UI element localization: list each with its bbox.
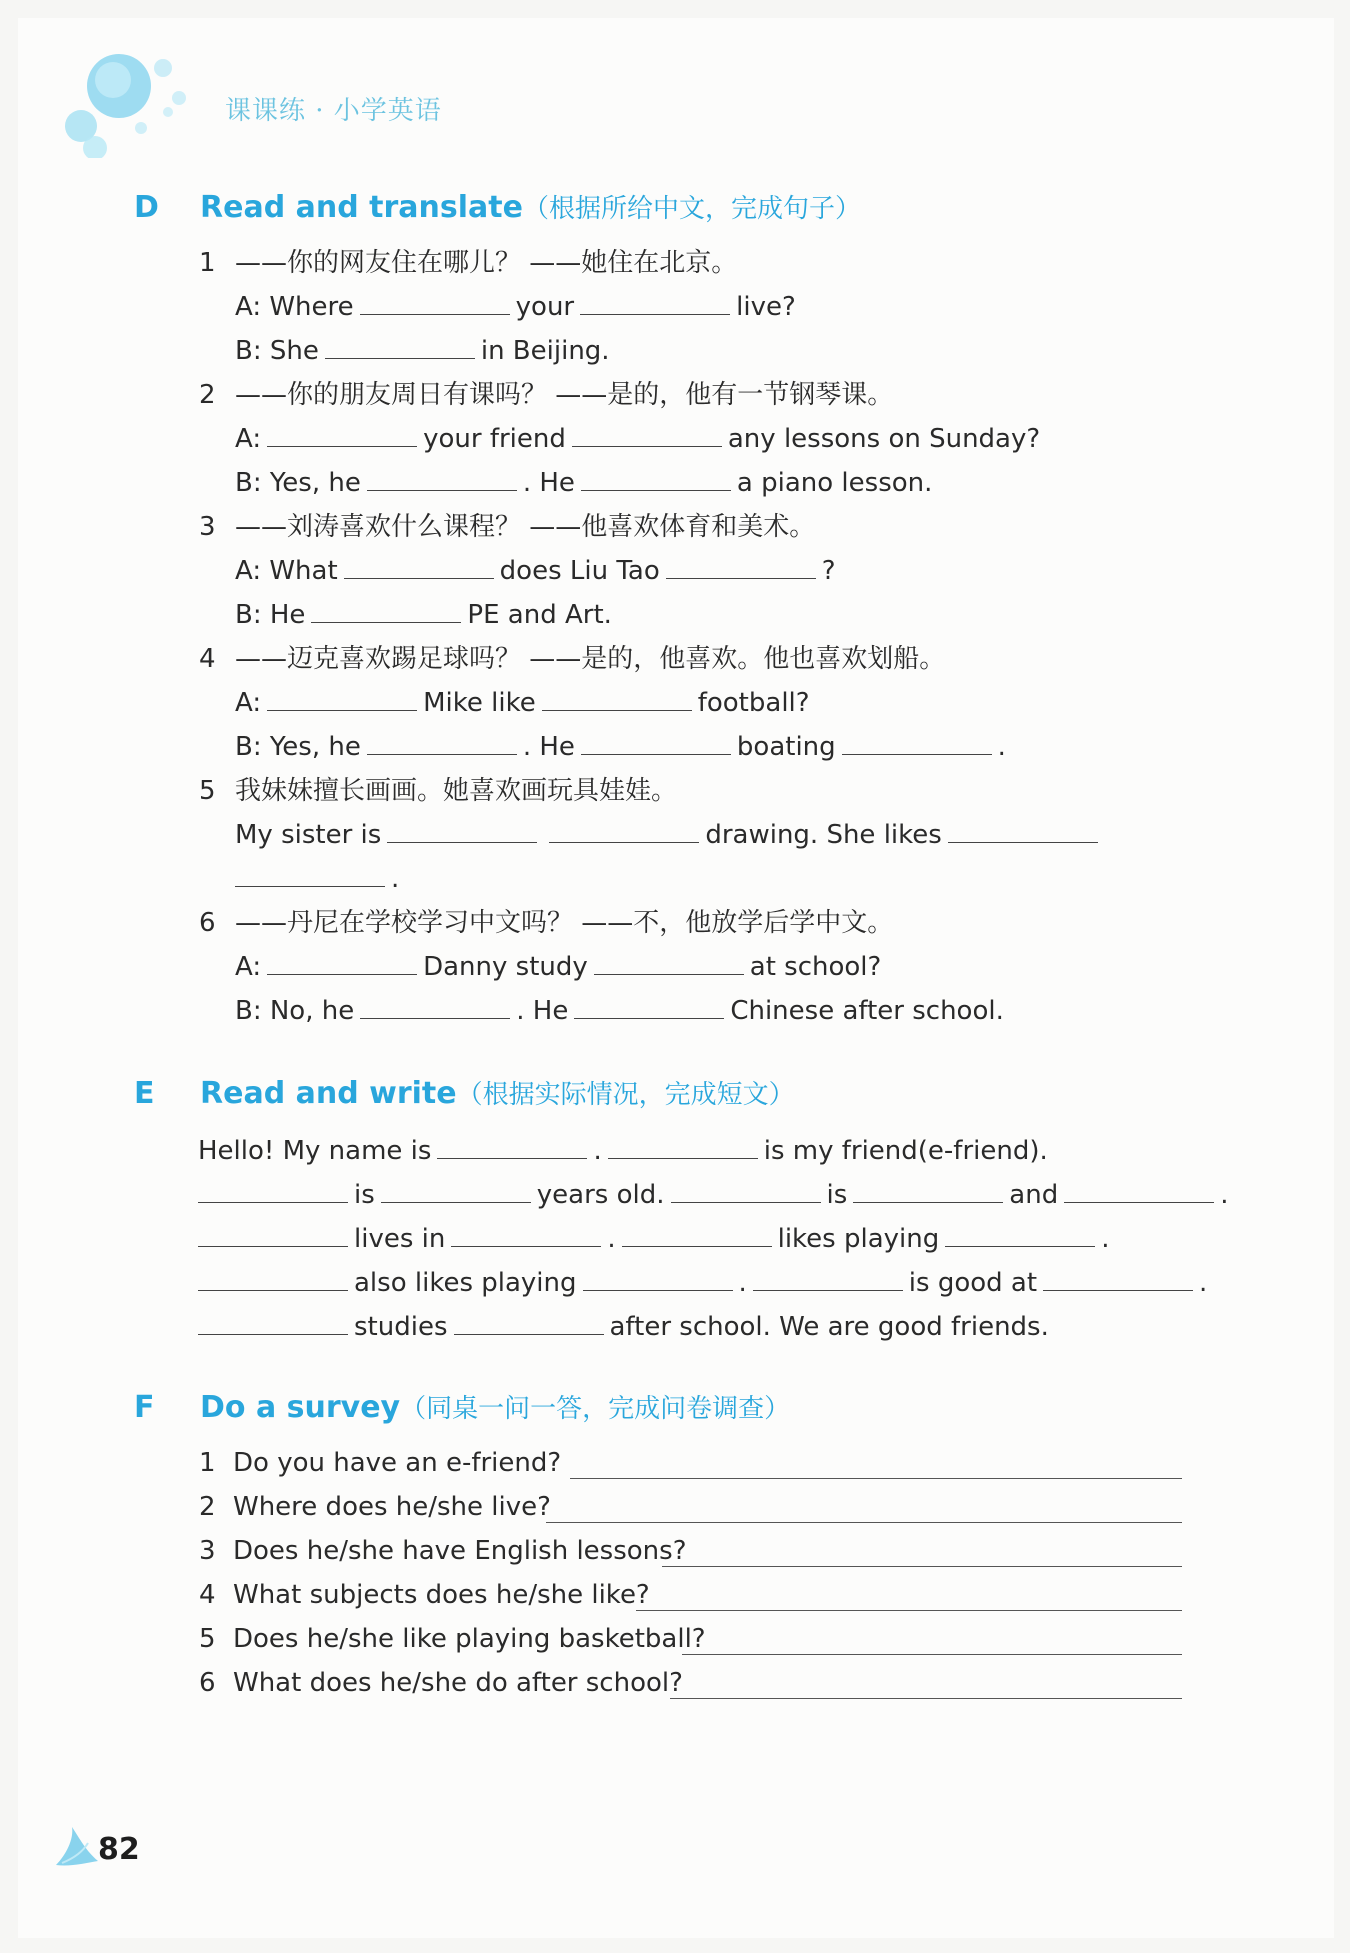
blank-field[interactable] [311,600,461,623]
item-line-b [235,598,612,632]
answer-line[interactable] [570,1477,1182,1479]
blank-field[interactable] [583,1268,733,1291]
text: Chinese after school. [730,996,1004,1026]
section-subtitle: （根据实际情况，完成短文） [456,1080,795,1110]
blank-field[interactable] [360,292,510,315]
item-line-a [235,422,1040,456]
question-number: 3 [199,1536,216,1566]
text: ? [821,556,836,586]
question-number: 5 [199,1624,216,1654]
section-subtitle: （同桌一问一答，完成问卷调查） [400,1394,791,1424]
answer-line[interactable] [662,1565,1182,1567]
text: . [1199,1268,1208,1298]
text: A: What [235,556,338,586]
text: . [1101,1224,1110,1254]
text: in Beijing. [480,336,610,366]
paragraph-line [192,1222,1110,1256]
question-text: What does he/she do after school? [233,1668,683,1698]
text: . [593,1136,602,1166]
text: years old. [536,1180,665,1210]
item-line-a [235,290,796,324]
text: . He [522,468,575,498]
question-number: 6 [199,1668,216,1698]
section-title-text: Do a survey [200,1390,401,1425]
text: any lessons on Sunday? [727,424,1041,454]
question-number: 2 [199,1492,216,1522]
question-text: What subjects does he/she like? [233,1580,650,1610]
item-line-a [235,554,836,588]
question-text: Does he/she have English lessons? [233,1536,687,1566]
item-line-b [235,994,1004,1028]
page-corner-decoration-icon [52,1825,102,1871]
blank-field[interactable] [267,952,417,975]
item-line-a [235,950,881,984]
paragraph-line [192,1266,1207,1300]
question-text: Do you have an e-friend? [233,1448,562,1478]
item-number: 1 [199,248,216,278]
paragraph-line [192,1178,1228,1212]
text: likes playing [777,1224,940,1254]
section-letter: E [134,1076,155,1111]
section-letter: F [134,1390,155,1425]
text: A: [235,688,262,718]
item-line-a [235,686,810,720]
blank-field[interactable] [198,1224,348,1247]
section-title-text: Read and translate [200,190,523,225]
blank-field[interactable] [948,820,1098,843]
item-chinese: ——刘涛喜欢什么课程？ ——他喜欢体育和美术。 [235,512,816,542]
page-header [65,48,565,158]
blank-field[interactable] [1043,1268,1193,1291]
blank-field[interactable] [945,1224,1095,1247]
text: studies [354,1312,448,1342]
blank-field[interactable] [572,424,722,447]
blank-field[interactable] [542,688,692,711]
text: is good at [908,1268,1038,1298]
text: live? [736,292,796,322]
answer-line[interactable] [636,1609,1182,1611]
item-chinese: ——你的朋友周日有课吗？ ——是的，他有一节钢琴课。 [235,380,894,410]
blank-field[interactable] [574,996,724,1019]
item-line-a [235,818,1104,852]
blank-field[interactable] [1064,1180,1214,1203]
text: . [997,732,1006,762]
blank-field[interactable] [325,336,475,359]
blank-field[interactable] [549,820,699,843]
text: Danny study [423,952,588,982]
text: A: [235,424,262,454]
blank-field[interactable] [454,1312,604,1335]
text: boating [736,732,836,762]
text: a piano lesson. [736,468,933,498]
section-title-text: Read and write [200,1076,457,1111]
blank-field[interactable] [608,1136,758,1159]
blank-field[interactable] [267,424,417,447]
text: A: Where [235,292,354,322]
blank-field[interactable] [198,1268,348,1291]
text: B: Yes, he [235,468,361,498]
blank-field[interactable] [344,556,494,579]
text: is [826,1180,848,1210]
text: lives in [354,1224,446,1254]
blank-field[interactable] [381,1180,531,1203]
text: Hello! My name is [198,1136,432,1166]
blank-field[interactable] [853,1180,1003,1203]
blank-field[interactable] [367,468,517,491]
text: . He [516,996,569,1026]
bubbles-decoration-icon [65,48,205,158]
text: A: [235,952,262,982]
blank-field[interactable] [580,292,730,315]
text: B: She [235,336,319,366]
answer-line[interactable] [682,1653,1182,1655]
blank-field[interactable] [666,556,816,579]
text: Mike like [423,688,536,718]
question-text: Does he/she like playing basketball? [233,1624,706,1654]
question-text: Where does he/she live? [233,1492,551,1522]
question-number: 4 [199,1580,216,1610]
book-title: 课课练 · 小学英语 [225,96,442,126]
text: B: He [235,600,306,630]
item-chinese: ——迈克喜欢踢足球吗？ ——是的，他喜欢。他也喜欢划船。 [235,644,946,674]
page-number: 82 [98,1832,140,1867]
text: is [354,1180,375,1210]
blank-field[interactable] [360,996,510,1019]
item-line-b [235,466,932,500]
text: B: No, he [235,996,355,1026]
text: drawing. She likes [705,820,942,850]
item-number: 5 [199,776,216,806]
text: also likes playing [354,1268,577,1298]
item-chinese: ——你的网友住在哪儿？ ——她住在北京。 [235,248,738,278]
item-chinese: 我妹妹擅长画画。她喜欢画玩具娃娃。 [235,776,678,806]
text: PE and Art. [467,600,612,630]
paragraph-line [198,1134,1048,1168]
section-title [200,1074,795,1111]
blank-field[interactable] [367,732,517,755]
answer-line[interactable] [670,1697,1182,1699]
text: football? [697,688,810,718]
blank-field[interactable] [451,1224,601,1247]
blank-field[interactable] [622,1224,772,1247]
text: does Liu Tao [499,556,660,586]
blank-field[interactable] [235,864,385,887]
text: at school? [749,952,882,982]
blank-field[interactable] [842,732,992,755]
item-number: 4 [199,644,216,674]
text: . [738,1268,747,1298]
item-chinese: ——丹尼在学校学习中文吗？ ——不，他放学后学中文。 [235,908,894,938]
item-number: 2 [199,380,216,410]
text: My sister is [235,820,382,850]
text: is my friend(e-friend). [763,1136,1048,1166]
text: . [391,864,400,894]
blank-field[interactable] [594,952,744,975]
blank-field[interactable] [198,1312,348,1335]
section-title [200,188,861,225]
item-number: 6 [199,908,216,938]
section-title [200,1388,790,1425]
blank-field[interactable] [437,1136,587,1159]
text: . He [522,732,575,762]
blank-field[interactable] [387,820,537,843]
text: and [1009,1180,1059,1210]
blank-field[interactable] [198,1180,348,1203]
item-number: 3 [199,512,216,542]
text: your friend [423,424,566,454]
text: . [607,1224,616,1254]
text: your [515,292,575,322]
text: . [1220,1180,1229,1210]
question-number: 1 [199,1448,216,1478]
paragraph-line [192,1310,1049,1344]
blank-field[interactable] [753,1268,903,1291]
text: after school. We are good friends. [609,1312,1049,1342]
answer-line[interactable] [546,1521,1182,1523]
section-subtitle: （根据所给中文，完成句子） [522,194,861,224]
text: B: Yes, he [235,732,361,762]
blank-field[interactable] [581,468,731,491]
blank-field[interactable] [267,688,417,711]
item-line-b [229,862,399,896]
item-line-b [235,730,1006,764]
blank-field[interactable] [581,732,731,755]
item-line-b [235,334,610,368]
blank-field[interactable] [671,1180,821,1203]
section-letter: D [134,190,159,225]
